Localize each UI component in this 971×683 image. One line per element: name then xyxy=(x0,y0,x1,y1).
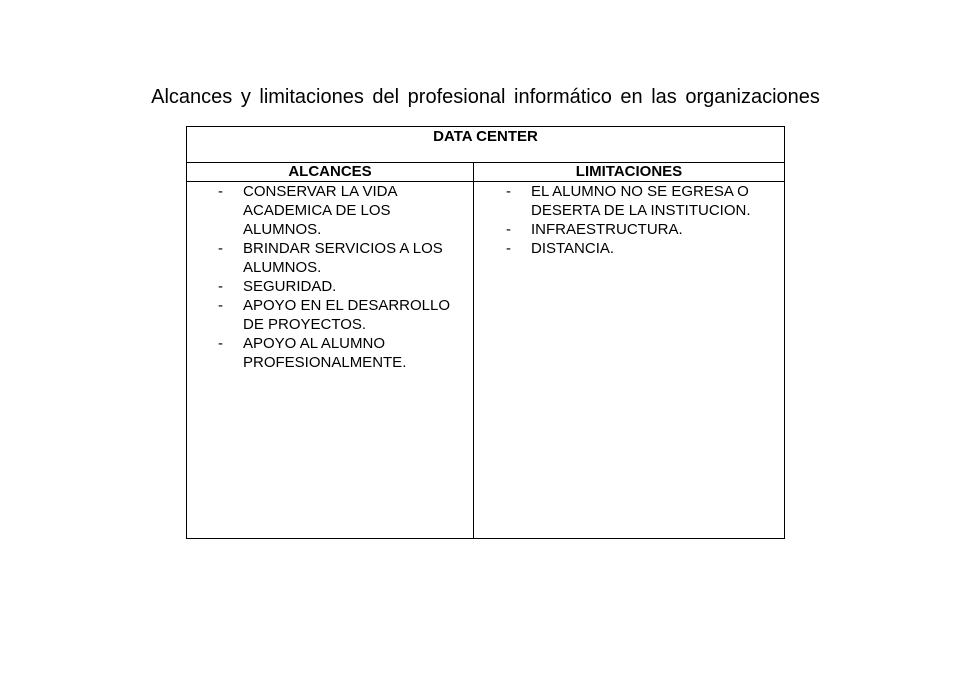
list-item xyxy=(187,239,473,277)
bullet-dash: - xyxy=(218,297,223,314)
page-title: Alcances y limitaciones del profesional informático en las organizaciones xyxy=(151,86,820,108)
bullet-dash: - xyxy=(218,335,223,352)
list-item-text: INFRAESTRUCTURA. xyxy=(531,221,683,238)
list-item xyxy=(187,296,473,334)
list-item xyxy=(187,277,473,296)
table-header: DATA CENTER xyxy=(187,127,784,163)
list-item-text: SEGURIDAD. xyxy=(243,278,337,295)
limitaciones-heading: LIMITACIONES xyxy=(474,163,784,182)
limitaciones-list xyxy=(474,182,784,258)
list-item-text: EL ALUMNO NO SE EGRESA O DESERTA DE LA INSTITUCION. xyxy=(531,183,751,219)
alcances-list xyxy=(187,182,473,372)
bullet-dash: - xyxy=(506,221,511,238)
bullet-dash: - xyxy=(506,183,511,200)
data-center-table xyxy=(186,126,785,539)
list-item-text: CONSERVAR LA VIDA ACADEMICA DE LOS ALUMNOS. xyxy=(243,183,397,238)
bullet-dash: - xyxy=(218,240,223,257)
list-item xyxy=(474,220,784,239)
bullet-dash: - xyxy=(218,278,223,295)
bullet-dash: - xyxy=(218,183,223,200)
list-item xyxy=(187,182,473,239)
list-item-text: DISTANCIA. xyxy=(531,240,615,257)
list-item xyxy=(187,334,473,372)
alcances-column xyxy=(187,163,474,538)
alcances-heading: ALCANCES xyxy=(187,163,473,182)
list-item-text: APOYO EN EL DESARROLLO DE PROYECTOS. xyxy=(243,297,451,333)
limitaciones-column xyxy=(474,163,784,538)
list-item-text: BRINDAR SERVICIOS A LOS ALUMNOS. xyxy=(243,240,443,276)
list-item xyxy=(474,239,784,258)
bullet-dash: - xyxy=(506,240,511,257)
list-item xyxy=(474,182,784,220)
list-item-text: APOYO AL ALUMNO PROFESIONALMENTE. xyxy=(243,335,407,371)
